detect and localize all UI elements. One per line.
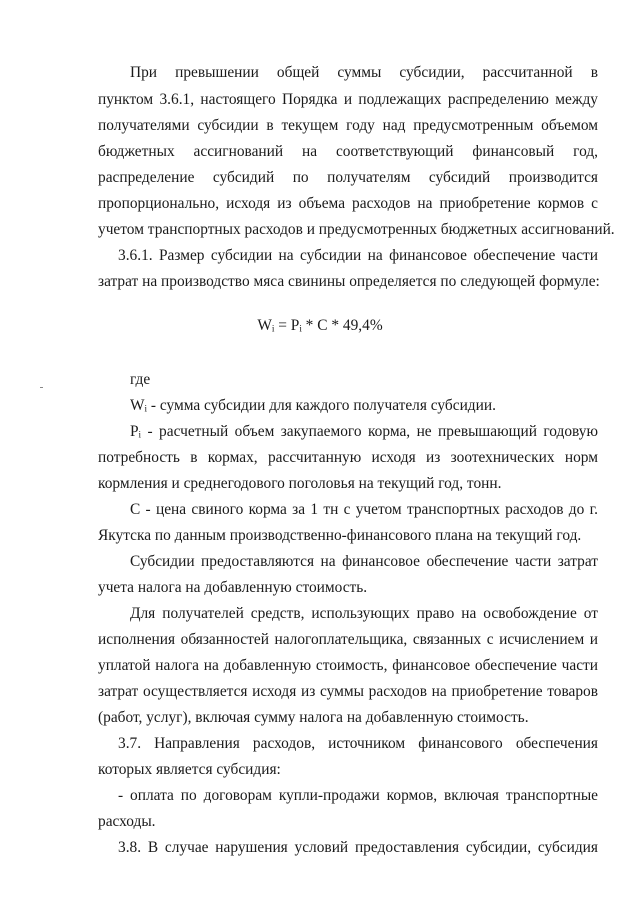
text-line: затрат осуществляется исходя из суммы расходов на приобретение товаров <box>98 683 598 700</box>
text-line: учетом транспортных расходов и предусмотренных бюджетных ассигнований. <box>98 221 615 238</box>
text-line: исполнения обязанностей налогоплательщика, связанных с исчислением и <box>98 631 598 648</box>
text-line: которых является субсидия: <box>98 761 281 778</box>
text-line: Для получателей средств, использующих право на освобождение от <box>130 605 598 622</box>
text-line: Субсидии предоставляются на финансовое обеспечение части затрат <box>130 553 598 570</box>
text-line: кормления и среднегодового поголовья на текущий год, тонн. <box>98 475 502 492</box>
text-line: 3.7. Направления расходов, источником финансового обеспечения <box>118 735 598 752</box>
text-line: С - цена свиного корма за 1 тн с учетом транспортных расходов до г. <box>130 501 598 518</box>
margin-mark <box>40 387 43 388</box>
text-line: - оплата по договорам купли-продажи кормов, включая транспортные <box>118 787 598 804</box>
text-line: учета налога на добавленную стоимость. <box>98 579 368 596</box>
text-line: уплатой налога на добавленную стоимость, финансовое обеспечение части <box>98 657 598 674</box>
formula: Wᵢ = Pᵢ * C * 49,4% <box>257 317 383 334</box>
text-line: потребность в кормах, рассчитанную исходя из зоотехнических норм <box>98 449 598 466</box>
text-line: бюджетных ассигнований на соответствующий финансовый год, <box>98 143 598 160</box>
text-line: распределение субсидий по получателям субсидий производится <box>98 169 598 186</box>
text-line: где <box>130 371 151 388</box>
text-line: затрат на производство мяса свинины определяется по следующей формуле: <box>98 273 600 290</box>
text-line: пропорционально, исходя из объема расходов на приобретение кормов с <box>98 195 598 212</box>
text-line: получателями субсидии в текущем году над предусмотренным объемом <box>98 117 598 134</box>
text-line: При превышении общей суммы субсидии, рассчитанной в <box>130 64 598 81</box>
text-line: Wᵢ - сумма субсидии для каждого получателя субсидии. <box>130 397 496 414</box>
text-line: пунктом 3.6.1, настоящего Порядка и подлежащих распределению между <box>98 91 598 108</box>
text-line: 3.8. В случае нарушения условий предоставления субсидии, субсидия <box>118 839 598 856</box>
text-line: Pᵢ - расчетный объем закупаемого корма, не превышающий годовую <box>130 423 598 440</box>
text-line: 3.6.1. Размер субсидии на субсидии на финансовое обеспечение части <box>118 247 598 264</box>
text-line: расходы. <box>98 813 156 830</box>
text-line: (работ, услуг), включая сумму налога на добавленную стоимость. <box>98 709 529 726</box>
text-line: Якутска по данным производственно-финансового плана на текущий год. <box>98 527 582 544</box>
